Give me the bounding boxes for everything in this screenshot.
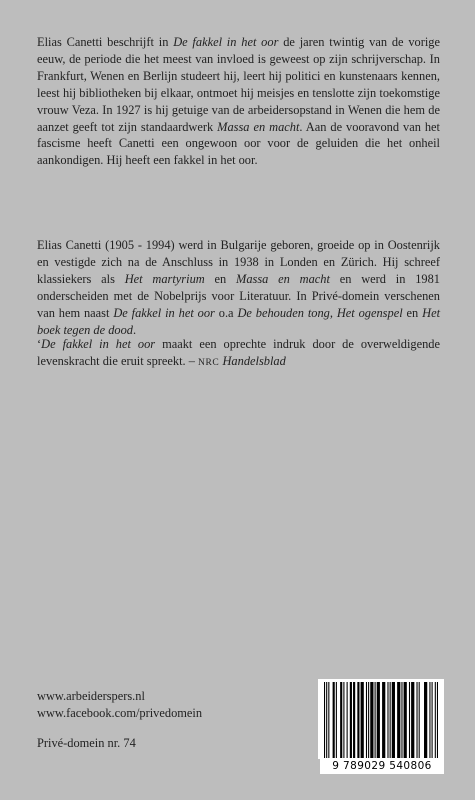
blurb-text: Elias Canetti beschrijft in [37,35,174,49]
barcode-bar [357,682,359,759]
barcode-bar [368,682,369,759]
blurb-paragraph [37,34,440,169]
quote-source-name: Handelsblad [222,353,286,368]
bio-text: Elias Canetti (1905 - 1994) werd in Bulgarije geboren, groeide op in Oostenrijk en vestigde zich na de Anschluss in 1938 in Londen en Zürich. Hij schreef klassiekers als [37,238,440,286]
barcode-bar [411,682,414,759]
barcode-bar [336,682,337,759]
barcode-bar [390,682,391,759]
barcode-bar [343,682,344,759]
series-number: Privé-domein nr. 74 [37,736,136,750]
barcode-bar [377,682,380,759]
book-title: Massa en macht [236,271,330,286]
barcode-bar [382,682,385,759]
barcode-bar [366,682,367,759]
quote-text: maakt een oprechte indruk door de overweldigende levenskracht die eruit spreekt. – [37,337,440,368]
publisher-links [37,688,202,722]
barcode-bar [432,682,433,759]
book-title: De behouden tong, Het ogenspel [237,305,403,320]
blurb-text: . Aan de vooravond van het fascisme heeft Canetti een ongewoon oor voor de geluiden die het onheil aankondigen. Hij heeft een fakkel in het oor. [37,119,441,168]
barcode-bar [361,682,364,759]
barcode-bar [347,682,348,759]
book-title: Massa en macht [217,119,300,134]
barcode-bar [409,682,410,759]
book-title: Het boek tegen de dood [37,305,441,337]
bio-text: en werd in 1981 onderscheiden met de Nobelprijs voor Literatuur. In Privé-domein verschenen van hem naast [37,271,440,320]
barcode-bar [350,682,352,759]
isbn-barcode [318,679,444,759]
author-bio-paragraph [37,237,440,338]
barcode-bar [424,682,427,759]
blurb-text: de jaren twintig van de vorige eeuw, de periode die het meest van invloed is geweest op zijn schrijverschap. In Frankfurt, Wenen en Berlijn studeert hij, leert hij politici en kunstenaars kennen, leest hij bibliotheken bij elkaar, ontmoet hij meisjes en tenslotte zijn toekomstige vrouw Veza. In 1927 is hij getuige van de arbeidersopstand in Wenen die hem de aanzet geeft tot zijn standaardwerk [37,35,440,134]
barcode-bar [419,682,420,759]
facebook-link[interactable]: www.facebook.com/privedomein [37,706,203,720]
barcode-bar [397,682,400,759]
barcode-bars [318,679,444,759]
barcode-bar [429,682,430,759]
barcode-bar [387,682,388,759]
bio-text: en [204,271,237,286]
bio-text: . [133,322,137,337]
barcode-bar [324,682,325,759]
book-title: Het martyrium [124,271,205,286]
book-title: De fakkel in het oor [173,35,279,49]
barcode-bar [404,682,407,759]
barcode-bar [340,682,342,759]
barcode-bar [370,682,373,759]
book-title: De fakkel in het oor [113,305,215,320]
barcode-bar [401,682,402,759]
quote-mark: ‘ [37,337,42,351]
publisher-website-link[interactable]: www.arbeiderspers.nl [37,689,145,703]
barcode-bar [333,682,335,759]
book-title: De fakkel in het oor [41,337,156,351]
barcode-bar [326,682,327,759]
quote-source-abbrev: NRC [198,357,220,368]
press-quote [37,336,440,372]
barcode-bar [416,682,417,759]
barcode-bar [353,682,355,759]
barcode-bar [328,682,329,759]
bio-text: en [402,305,423,320]
isbn-number: 9 789029 540806 [320,758,444,774]
bio-text: o.a [214,305,238,320]
barcode-bar [435,682,436,759]
barcode-bar [437,682,438,759]
barcode-bar [375,682,376,759]
barcode-bar [392,682,395,759]
